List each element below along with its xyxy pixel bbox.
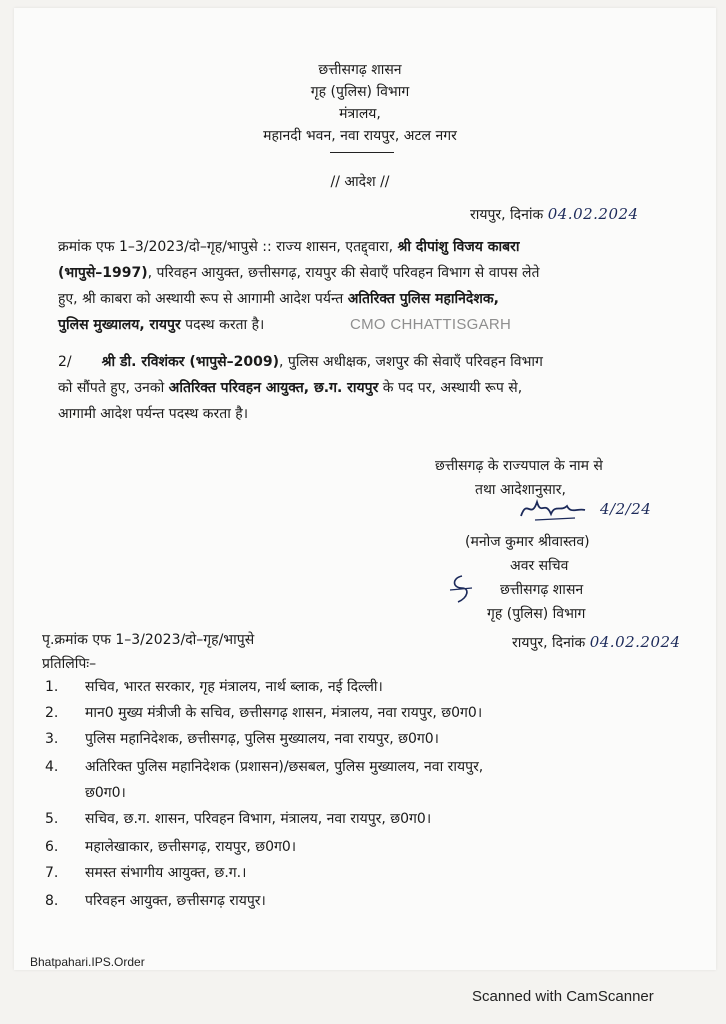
date-handwritten: 04.02.2024 (547, 205, 639, 223)
date-line (470, 202, 639, 227)
initials-scribble (446, 572, 476, 606)
signatory-designation: अवर सचिव (510, 558, 569, 574)
copy-num: 1. (45, 679, 59, 695)
signature-date-handwritten: 4/2/24 (600, 500, 652, 518)
header-dept: गृह (पुलिस) विभाग (310, 84, 410, 100)
copy-recipient: समस्त संभागीय आयुक्त, छ.ग.। (85, 865, 247, 881)
para1-line3: हुए, श्री काबरा को अस्थायी रूप से आगामी आदेश पर्यन्त अतिरिक्त पुलिस महानिदेशक, (58, 291, 499, 307)
endorsement-ref: पृ.क्रमांक एफ 1–3/2023/दो–गृह/भापुसे (42, 632, 255, 648)
signatory-name: (मनोज कुमार श्रीवास्तव) (465, 534, 590, 550)
copy-recipient: सचिव, छ.ग. शासन, परिवहन विभाग, मंत्रालय, नवा रायपुर, छ0ग0। (85, 811, 432, 827)
file-name-label: Bhatpahari.IPS.Order (30, 955, 145, 969)
para1-line4: पुलिस मुख्यालय, रायपुर पदस्थ करता है। (58, 317, 265, 333)
header-address: महानदी भवन, नवा रायपुर, अटल नगर (263, 128, 457, 144)
para1-line2: (भापुसे–1997), परिवहन आयुक्त, छत्तीसगढ़, रायपुर की सेवाएँ परिवहन विभाग से वापस लेते (58, 265, 540, 281)
copy-num: 8. (45, 893, 59, 909)
copy-num: 6. (45, 839, 59, 855)
copy-recipient: अतिरिक्त पुलिस महानिदेशक (प्रशासन)/छसबल, पुलिस मुख्यालय, नवा रायपुर, (85, 759, 484, 775)
copy-num: 3. (45, 731, 59, 747)
endorsement-date-handwritten: 04.02.2024 (589, 633, 681, 651)
copy-recipient: मान0 मुख्य मंत्रीजी के सचिव, छत्तीसगढ़ शासन, मंत्रालय, नवा रायपुर, छ0ग0। (85, 705, 483, 721)
copy-to-label: प्रतिलिपिः– (42, 656, 97, 672)
header-govt: छत्तीसगढ़ शासन (318, 62, 402, 78)
copy-num: 7. (45, 865, 59, 881)
camscanner-watermark: Scanned with CamScanner (472, 988, 654, 1005)
sig-line1: छत्तीसगढ़ के राज्यपाल के नाम से (435, 458, 603, 474)
copy-recipient: परिवहन आयुक्त, छत्तीसगढ़ रायपुर। (85, 893, 266, 909)
order-title: // आदेश // (330, 174, 390, 190)
header-divider (330, 152, 394, 153)
copy-recipient: सचिव, भारत सरकार, गृह मंत्रालय, नार्थ ब्लाक, नई दिल्ली। (85, 679, 383, 695)
sig-line2: तथा आदेशानुसार, (475, 482, 566, 498)
copy-num: 5. (45, 811, 59, 827)
header-mantralaya: मंत्रालय, (339, 106, 381, 122)
watermark-text: CMO CHHATTISGARH (350, 316, 512, 333)
signature-scribble (515, 490, 595, 530)
copy-num: 4. (45, 759, 59, 775)
date-place: रायपुर, दिनांक (470, 207, 544, 223)
copy-recipient: महालेखाकार, छत्तीसगढ़, रायपुर, छ0ग0। (85, 839, 297, 855)
endorsement-date: रायपुर, दिनांक 04.02.2024 (512, 633, 681, 651)
para2-line3: आगामी आदेश पर्यन्त पदस्थ करता है। (58, 406, 249, 422)
copy-num: 2. (45, 705, 59, 721)
para2-line2: को सौंपते हुए, उनको अतिरिक्त परिवहन आयुक्त, छ.ग. रायपुर के पद पर, अस्थायी रूप से, (58, 380, 523, 396)
copy-recipient-cont: छ0ग0। (85, 785, 126, 801)
para2-line1: 2/ श्री डी. रविशंकर (भापुसे–2009), पुलिस अधीक्षक, जशपुर की सेवाएँ परिवहन विभाग (58, 354, 543, 370)
signatory-dept: गृह (पुलिस) विभाग (487, 606, 586, 622)
copy-recipient: पुलिस महानिदेशक, छत्तीसगढ़, पुलिस मुख्यालय, नवा रायपुर, छ0ग0। (85, 731, 439, 747)
signatory-govt: छत्तीसगढ़ शासन (500, 582, 584, 598)
para1-line1: क्रमांक एफ 1–3/2023/दो–गृह/भापुसे :: राज्य शासन, एतद्द्वारा, श्री दीपांशु विजय काबरा (58, 239, 520, 255)
